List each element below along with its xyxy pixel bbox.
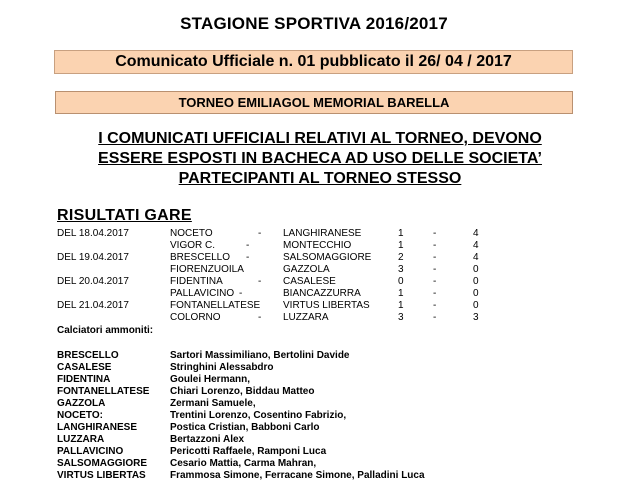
- ammoniti-team: SALSOMAGGIORE: [57, 458, 148, 469]
- result-date: DEL 19.04.2017: [57, 252, 129, 263]
- result-date: DEL 21.04.2017: [57, 300, 129, 311]
- result-away-team: MONTECCHIO: [283, 240, 352, 251]
- result-home-goals: 0: [398, 276, 404, 287]
- result-away-team: LUZZARA: [283, 312, 329, 323]
- result-dash: -: [258, 312, 262, 323]
- notice-line-1: I COMUNICATI UFFICIALI RELATIVI AL TORNEO, DEVONO: [98, 130, 542, 147]
- result-away-team: BIANCAZZURRA: [283, 288, 361, 299]
- result-home-goals: 3: [398, 264, 404, 275]
- result-score-sep: -: [433, 288, 437, 299]
- result-home-goals: 1: [398, 288, 404, 299]
- ammoniti-players: Cesario Mattia, Carma Mahran,: [170, 458, 317, 469]
- comunicato-banner: Comunicato Ufficiale n. 01 pubblicato il 26/ 04 / 2017: [54, 50, 573, 74]
- result-score-sep: -: [433, 228, 437, 239]
- result-score-sep: -: [433, 276, 437, 287]
- ammoniti-team: CASALESE: [57, 362, 112, 373]
- result-home-team: COLORNO: [170, 312, 221, 323]
- result-home-team: BRESCELLO: [170, 252, 231, 263]
- ammoniti-players: Frammosa Simone, Ferracane Simone, Palladini Luca: [170, 470, 425, 481]
- result-away-team: GAZZOLA: [283, 264, 330, 275]
- result-away-goals: 4: [473, 228, 479, 239]
- result-score-sep: -: [433, 240, 437, 251]
- result-home-goals: 1: [398, 240, 404, 251]
- result-dash: -: [258, 228, 262, 239]
- notice-line-3: PARTECIPANTI AL TORNEO STESSO: [178, 170, 462, 187]
- ammoniti-players: Pericotti Raffaele, Ramponi Luca: [170, 446, 327, 457]
- ammoniti-team: LUZZARA: [57, 434, 105, 445]
- result-home-team: FIDENTINA: [170, 276, 223, 287]
- ammoniti-team: FIDENTINA: [57, 374, 111, 385]
- result-home-goals: 1: [398, 228, 404, 239]
- result-dash: -: [246, 240, 250, 251]
- result-date: DEL 18.04.2017: [57, 228, 129, 239]
- result-away-goals: 0: [473, 276, 479, 287]
- result-home-team: NOCETO: [170, 228, 213, 239]
- result-away-goals: 0: [473, 300, 479, 311]
- ammoniti-players: Postica Cristian, Babboni Carlo: [170, 422, 320, 433]
- ammoniti-players: Chiari Lorenzo, Biddau Matteo: [170, 386, 315, 397]
- ammoniti-team: BRESCELLO: [57, 350, 119, 361]
- ammoniti-team: GAZZOLA: [57, 398, 106, 409]
- result-dash: -: [258, 276, 262, 287]
- result-away-team: LANGHIRANESE: [283, 228, 362, 239]
- result-home-team: PALLAVICINO: [170, 288, 235, 299]
- result-score-sep: -: [433, 312, 437, 323]
- ammoniti-players: Trentini Lorenzo, Cosentino Fabrizio,: [170, 410, 347, 421]
- ammoniti-players: Goulei Hermann,: [170, 374, 251, 385]
- result-home-goals: 1: [398, 300, 404, 311]
- result-away-goals: 4: [473, 240, 479, 251]
- result-home-goals: 3: [398, 312, 404, 323]
- ammoniti-players: Stringhini Alessabdro: [170, 362, 274, 373]
- result-away-goals: 3: [473, 312, 479, 323]
- result-score-sep: -: [433, 264, 437, 275]
- result-dash: -: [239, 288, 243, 299]
- result-score-sep: -: [433, 300, 437, 311]
- result-away-goals: 0: [473, 264, 479, 275]
- ammoniti-players: Bertazzoni Alex: [170, 434, 245, 445]
- result-home-goals: 2: [398, 252, 404, 263]
- result-away-team: VIRTUS LIBERTAS: [283, 300, 370, 311]
- result-dash: -: [246, 252, 250, 263]
- results-heading: RISULTATI GARE: [57, 207, 192, 224]
- ammoniti-team: FONTANELLATESE: [57, 386, 150, 397]
- result-away-goals: 0: [473, 288, 479, 299]
- result-date: DEL 20.04.2017: [57, 276, 129, 287]
- result-away-goals: 4: [473, 252, 479, 263]
- result-home-team: FONTANELLATESE: [170, 300, 261, 311]
- season-title: STAGIONE SPORTIVA 2016/2017: [180, 14, 448, 33]
- ammoniti-team: NOCETO:: [57, 410, 103, 421]
- notice-line-2: ESSERE ESPOSTI IN BACHECA AD USO DELLE SOCIETA’: [98, 150, 542, 167]
- result-away-team: CASALESE: [283, 276, 336, 287]
- ammoniti-heading: Calciatori ammoniti:: [57, 325, 154, 336]
- result-away-team: SALSOMAGGIORE: [283, 252, 372, 263]
- ammoniti-players: Sartori Massimiliano, Bertolini Davide: [170, 350, 350, 361]
- ammoniti-team: VIRTUS LIBERTAS: [57, 470, 146, 481]
- ammoniti-team: LANGHIRANESE: [57, 422, 138, 433]
- result-score-sep: -: [433, 252, 437, 263]
- result-home-team: VIGOR C.: [170, 240, 216, 251]
- result-home-team: FIORENZUOILA: [170, 264, 244, 275]
- torneo-banner: TORNEO EMILIAGOL MEMORIAL BARELLA: [55, 91, 573, 114]
- ammoniti-team: PALLAVICINO: [57, 446, 124, 457]
- ammoniti-players: Zermani Samuele,: [170, 398, 256, 409]
